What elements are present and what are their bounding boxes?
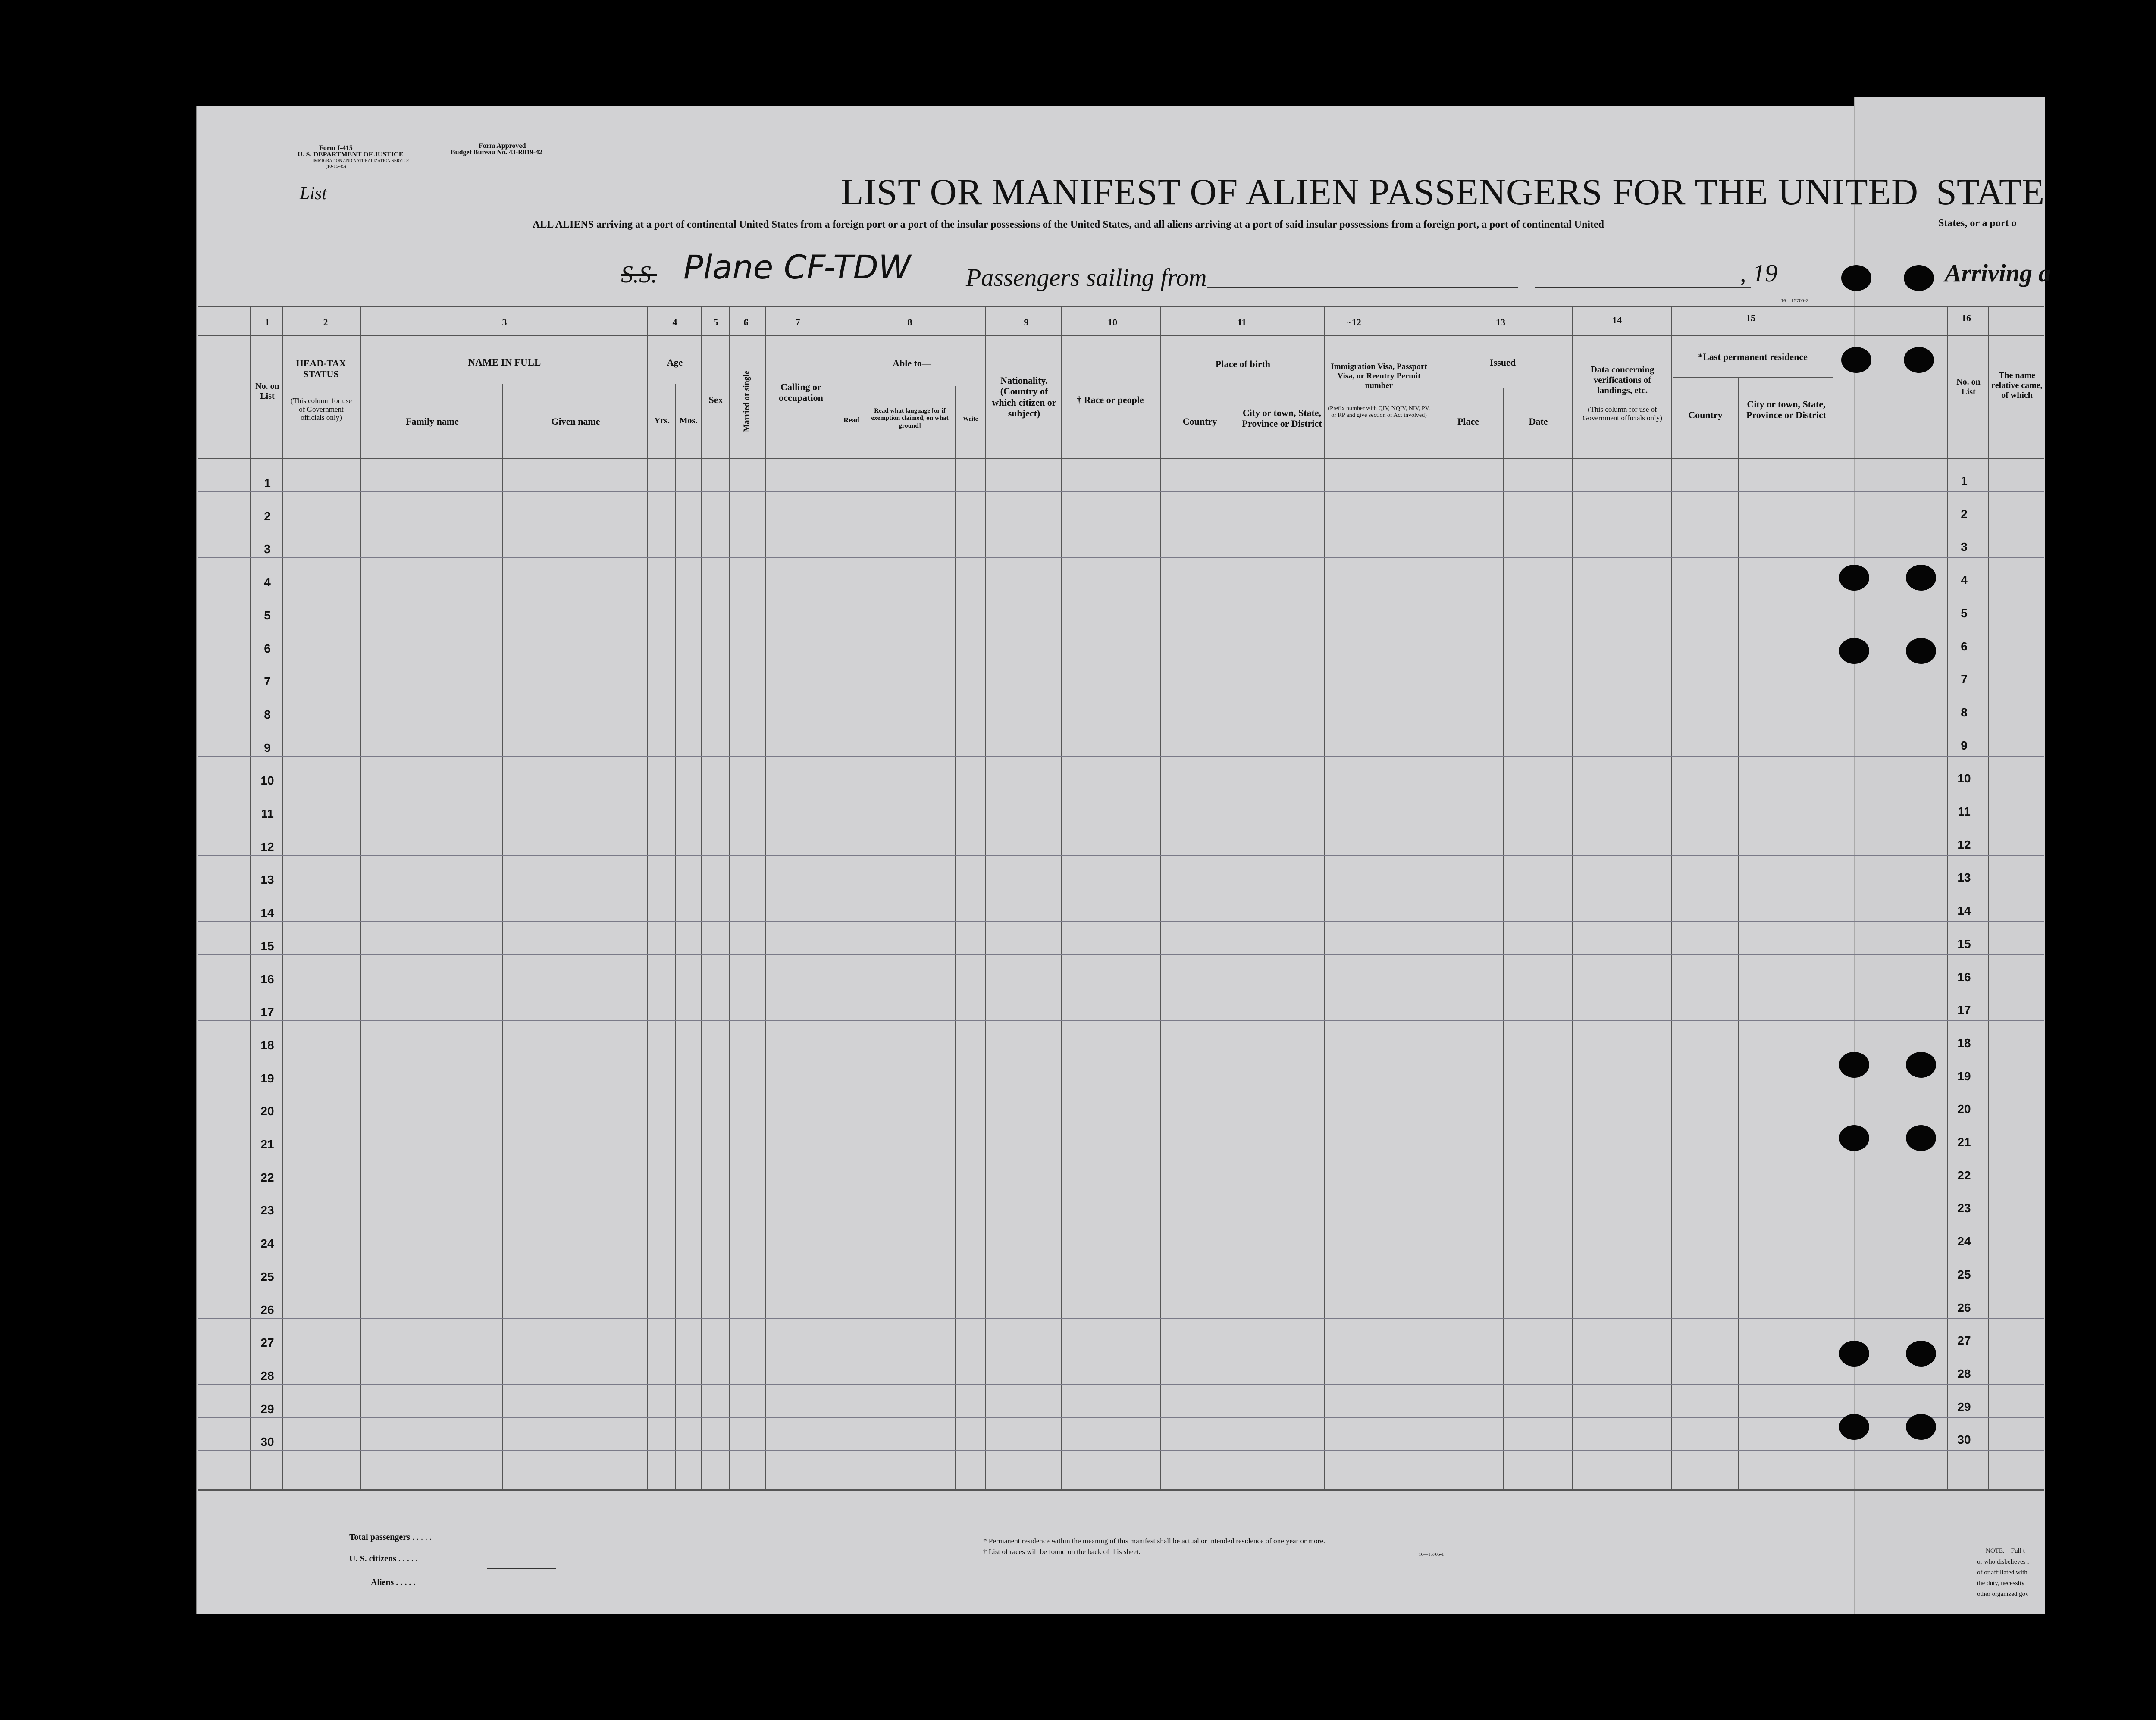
- column-number-divider: [198, 335, 2044, 336]
- punch-hole: [1839, 1052, 1869, 1078]
- table-row-line: [198, 756, 2044, 757]
- table-row-line: [198, 954, 2044, 955]
- manifest-sheet: [196, 106, 2044, 1614]
- row-number: 18: [260, 1038, 274, 1052]
- row-number: 15: [260, 939, 274, 953]
- header-able-to: Able to—: [893, 358, 931, 369]
- header-no-on-list: No. on List: [255, 382, 279, 401]
- header-age: Age: [667, 357, 683, 368]
- header-place-of-birth: Place of birth: [1215, 359, 1271, 369]
- header-head-tax-note: (This column for use of Government officials only): [290, 397, 352, 422]
- row-number: 6: [264, 641, 271, 655]
- col-line: [765, 306, 766, 1489]
- col-line: [360, 306, 361, 1489]
- row-number-right: 11: [1958, 805, 1971, 818]
- table-row-line: [198, 855, 2044, 856]
- row-number: 20: [260, 1104, 274, 1118]
- col-number: 5: [713, 317, 718, 328]
- row-number-right: 20: [1957, 1102, 1971, 1116]
- total-passengers-label: Total passengers . . . . .: [349, 1532, 432, 1542]
- punch-hole: [1839, 565, 1869, 591]
- col-number: 1: [265, 317, 270, 328]
- header-given-name: Given name: [551, 416, 600, 427]
- row-number-right: 28: [1957, 1367, 1971, 1380]
- punch-hole: [1906, 638, 1936, 664]
- form-number: Form I-415: [319, 144, 353, 152]
- row-number: 9: [264, 741, 271, 754]
- row-number-right: 22: [1957, 1168, 1971, 1182]
- header-issued: Issued: [1490, 357, 1516, 368]
- list-label: List: [300, 184, 327, 203]
- table-row-line: [198, 1417, 2044, 1418]
- punch-hole: [1839, 1125, 1869, 1151]
- row-number-right: 16: [1957, 970, 1971, 984]
- punch-hole: [1906, 1341, 1936, 1367]
- right-note-line: the duty, necessity: [1977, 1580, 2025, 1587]
- vessel-name: Plane CF-TDW: [683, 248, 911, 286]
- row-number-right: 5: [1961, 606, 1968, 620]
- table-row-line: [198, 1020, 2044, 1021]
- aliens-label: Aliens . . . . .: [371, 1578, 416, 1587]
- col-number: 8: [907, 317, 912, 328]
- col-line: [1324, 306, 1325, 1489]
- residence-subheader-line: [1673, 377, 1833, 378]
- header-bottom-border: [198, 458, 2044, 459]
- row-number-right: 8: [1961, 705, 1968, 719]
- header-head-tax: HEAD-TAX STATUS: [296, 358, 346, 380]
- header-birth-country: Country: [1182, 416, 1217, 427]
- row-number: 5: [264, 608, 271, 622]
- row-number: 4: [264, 575, 271, 589]
- header-issued-date: Date: [1529, 416, 1548, 427]
- col-line: [1738, 377, 1739, 1489]
- row-number-right: 7: [1961, 672, 1968, 686]
- col-line: [1671, 306, 1672, 1489]
- row-number: 23: [260, 1204, 274, 1217]
- row-number-right: 13: [1957, 871, 1971, 885]
- row-number: 21: [260, 1138, 274, 1151]
- date-line: [1535, 287, 1751, 288]
- row-number: 8: [264, 707, 271, 721]
- page-title: LIST OR MANIFEST OF ALIEN PASSENGERS FOR THE UNITED: [841, 171, 1919, 213]
- row-number-right: 24: [1957, 1235, 1971, 1248]
- sailing-from-line: [1207, 287, 1518, 288]
- col-line: [1160, 306, 1161, 1489]
- right-note-line: NOTE.—Full t: [1986, 1548, 2025, 1554]
- table-row-line: [198, 921, 2044, 922]
- arriving-label: Arriving a: [1945, 259, 2051, 287]
- header-landing-note: (This column for use of Government officials only): [1583, 405, 1662, 422]
- col-line: [955, 386, 956, 1489]
- citizens-line: [487, 1568, 556, 1569]
- header-sex: Sex: [708, 394, 723, 405]
- header-yrs: Yrs.: [654, 416, 670, 425]
- col-number: 15: [1746, 313, 1755, 323]
- header-residence-country: Country: [1688, 410, 1723, 420]
- table-row-line: [198, 1450, 2044, 1451]
- col-number: ~12: [1347, 317, 1361, 328]
- col-number: 16: [1962, 313, 1971, 323]
- col-number: 10: [1108, 317, 1117, 328]
- header-no-on-list-right: No. on List: [1956, 377, 1981, 397]
- col-number: 7: [795, 317, 800, 328]
- col-line: [250, 306, 251, 1489]
- row-number: 29: [260, 1402, 274, 1416]
- row-number-right: 1: [1961, 474, 1968, 488]
- department: U. S. DEPARTMENT OF JUSTICE: [298, 151, 404, 158]
- header-issued-place: Place: [1457, 416, 1479, 427]
- col-number: 11: [1237, 317, 1247, 328]
- ss-label: S.S.: [621, 261, 657, 288]
- budget-bureau: Budget Bureau No. 43-R019-42: [451, 149, 543, 156]
- footnote-residence: * Permanent residence within the meaning of this manifest shall be actual or intended residence of one year or more.: [983, 1537, 1326, 1545]
- footer-code: 16—15705-1: [1419, 1552, 1444, 1557]
- print-code: 16—15705-2: [1781, 297, 1808, 303]
- header-visa: Immigration Visa, Passport Visa, or Reentry Permit number: [1331, 362, 1427, 390]
- header-calling: Calling or occupation: [779, 382, 823, 403]
- punch-hole: [1904, 265, 1934, 291]
- punch-hole: [1906, 1414, 1936, 1440]
- punch-hole: [1841, 265, 1871, 291]
- row-number: 17: [260, 1005, 274, 1019]
- sailing-from-label: Passengers sailing from: [966, 263, 1207, 291]
- us-citizens-label: U. S. citizens . . . . .: [349, 1554, 418, 1564]
- row-number-right: 18: [1957, 1036, 1971, 1050]
- col-number: 3: [502, 317, 507, 328]
- page-title-continued: STATE: [1936, 171, 2045, 213]
- row-number: 12: [260, 840, 274, 854]
- row-number-right: 3: [1961, 540, 1968, 554]
- row-number: 11: [261, 807, 274, 820]
- row-number-right: 29: [1957, 1400, 1971, 1414]
- row-number: 22: [260, 1170, 274, 1184]
- right-note-line: other organized gov: [1977, 1591, 2029, 1598]
- row-number-right: 19: [1957, 1069, 1971, 1083]
- punch-hole: [1839, 1341, 1869, 1367]
- row-number: 1: [264, 476, 271, 490]
- header-mos: Mos.: [679, 416, 698, 425]
- col-number: 13: [1496, 317, 1505, 328]
- row-number-right: 26: [1957, 1301, 1971, 1314]
- header-residence-city: City or town, State, Province or District: [1746, 399, 1826, 421]
- row-number: 28: [260, 1369, 274, 1382]
- col-line: [647, 306, 648, 1489]
- row-number: 26: [260, 1303, 274, 1317]
- col-number: 2: [323, 317, 328, 328]
- row-number-right: 21: [1957, 1135, 1971, 1149]
- table-row-line: [198, 1318, 2044, 1319]
- table-row-line: [198, 491, 2044, 492]
- row-number-right: 30: [1957, 1433, 1971, 1447]
- header-visa-note: (Prefix number with QIV, NQIV, NIV, PV, or RP and give section of Act involved): [1328, 405, 1430, 419]
- header-landing: Data concerning verifications of landings, etc.: [1590, 364, 1655, 396]
- header-nationality: Nationality. (Country of which citizen or subject): [992, 375, 1056, 419]
- row-number: 10: [260, 774, 274, 788]
- punch-hole: [1841, 347, 1871, 373]
- col-line: [1503, 388, 1504, 1489]
- row-number: 2: [264, 509, 271, 523]
- punch-hole: [1839, 638, 1869, 664]
- row-number: 13: [260, 873, 274, 887]
- punch-hole: [1839, 1414, 1869, 1440]
- col-line: [1947, 306, 1948, 1489]
- punch-hole: [1906, 1052, 1936, 1078]
- col-line: [1572, 306, 1573, 1489]
- form-approved: Form Approved: [479, 142, 526, 150]
- row-number-right: 27: [1957, 1334, 1971, 1348]
- col-line: [1988, 306, 1989, 1489]
- footnote-races: † List of races will be found on the back of this sheet.: [983, 1548, 1141, 1556]
- row-number-right: 2: [1961, 507, 1968, 521]
- header-race: † Race or people: [1077, 394, 1144, 405]
- punch-hole: [1906, 1125, 1936, 1151]
- punch-hole: [1906, 565, 1936, 591]
- row-number: 25: [260, 1270, 274, 1283]
- table-row-line: [198, 1384, 2044, 1385]
- col-line: [502, 384, 503, 1489]
- col-line: [701, 306, 702, 1489]
- header-read: Read: [843, 416, 860, 424]
- col-line: [675, 384, 676, 1489]
- row-number: 30: [260, 1435, 274, 1449]
- row-number: 27: [260, 1336, 274, 1350]
- year-label: , 19: [1740, 259, 1777, 287]
- row-number-right: 23: [1957, 1201, 1971, 1215]
- header-relative-name: The name relative came, of which: [1991, 371, 2043, 400]
- row-number-right: 25: [1957, 1267, 1971, 1281]
- row-number-right: 12: [1957, 838, 1971, 851]
- row-number-right: 10: [1957, 772, 1971, 785]
- form-date: (10-15-45): [326, 164, 346, 169]
- col-number: 4: [672, 317, 677, 328]
- row-number-right: 6: [1961, 639, 1968, 653]
- header-read-language: Read what language [or if exemption claimed, on what ground]: [871, 407, 949, 429]
- header-last-residence: *Last permanent residence: [1698, 351, 1808, 362]
- table-top-border: [198, 306, 2044, 307]
- header-write: Write: [963, 416, 978, 422]
- subtitle-continued: States, or a port o: [1938, 218, 2017, 229]
- row-number: 19: [260, 1071, 274, 1085]
- right-note-line: or who disbelieves i: [1977, 1558, 2029, 1565]
- header-family-name: Family name: [406, 416, 459, 427]
- row-number: 14: [260, 906, 274, 920]
- punch-hole: [1904, 347, 1934, 373]
- table-bottom-border: [198, 1489, 2044, 1491]
- right-note-line: of or affiliated with: [1977, 1569, 2028, 1576]
- row-number-right: 4: [1961, 573, 1968, 587]
- row-number: 3: [264, 542, 271, 556]
- col-line: [985, 306, 986, 1489]
- row-number-right: 15: [1957, 937, 1971, 951]
- row-number: 16: [260, 972, 274, 986]
- header-name-in-full: NAME IN FULL: [468, 357, 541, 368]
- col-number: 9: [1024, 317, 1029, 328]
- col-line: [729, 306, 730, 1489]
- table-row-line: [198, 557, 2044, 558]
- col-line: [282, 306, 283, 1489]
- service: IMMIGRATION AND NATURALIZATION SERVICE: [313, 159, 409, 163]
- row-number: 7: [264, 675, 271, 688]
- header-married: Married or single: [742, 370, 752, 432]
- manifest-sheet-right-page: [1854, 97, 2045, 1614]
- row-number-right: 14: [1957, 904, 1971, 918]
- row-number-right: 17: [1957, 1003, 1971, 1017]
- row-number: 24: [260, 1237, 274, 1251]
- subtitle: ALL ALIENS arriving at a port of continental United States from a foreign port or a port of the insular possessions of the United States, and all aliens arriving at a port of said insular possessions from a foreign port, a port of continental United: [533, 219, 1604, 230]
- row-number-right: 9: [1961, 738, 1968, 752]
- col-number: 14: [1612, 315, 1622, 325]
- header-birth-city: City or town, State, Province or District: [1242, 407, 1322, 429]
- col-number: 6: [743, 317, 749, 328]
- col-line: [1061, 306, 1062, 1489]
